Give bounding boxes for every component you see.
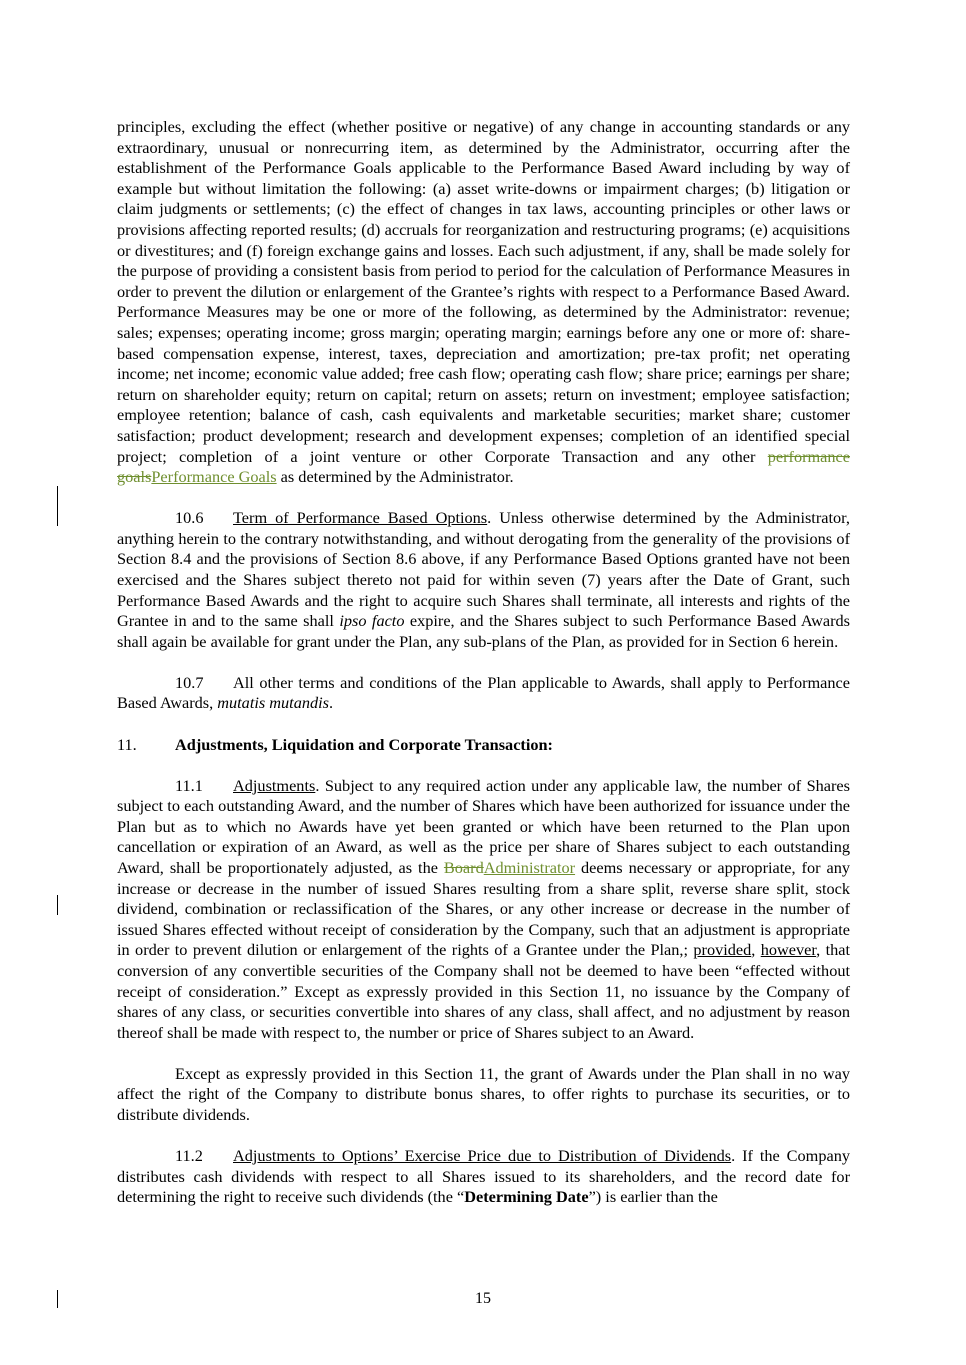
section-title: Adjustments bbox=[233, 775, 316, 795]
comma: , bbox=[751, 940, 761, 960]
section-text: expire, and the Shares subject to such Performance Based Awards shall again be available for grant under the Plan, any sub-plans of the Plan, as provided for in Section 6 herein. bbox=[117, 611, 850, 651]
section-text-end: . bbox=[328, 693, 334, 713]
deleted-text: performance goals bbox=[117, 446, 850, 487]
section-text: . Subject to any required action under any applicable law, the number of Shares subject to each outstanding Award, and the number of Shares which have been authorized for issuance under the Plan but as to which no Awards have yet been granted or which have been returned to the Plan upon cancellation or expiration of an Award, as well as the price per share of Shares subject to each outstanding Award, shall be proportionately adjusted, as the bbox=[117, 775, 850, 877]
provided-term: provided bbox=[693, 940, 752, 960]
change-bar bbox=[57, 895, 58, 915]
paragraph-except: Except as expressly provided in this Section 11, the grant of Awards under the Plan shall in no way affect the right of the Company to distribute bonus shares, to offer rights to purchase its securities, or to distribute dividends. bbox=[117, 1063, 850, 1125]
document-page bbox=[117, 117, 850, 1208]
section-title: Adjustments to Options’ Exercise Price due to Distribution of Dividends bbox=[233, 1146, 732, 1166]
section-10-7 bbox=[117, 673, 850, 714]
section-11-1 bbox=[117, 776, 850, 1044]
section-title: Term of Performance Based Options bbox=[233, 508, 488, 528]
section-number: 11.2 bbox=[175, 1146, 203, 1166]
change-bar bbox=[57, 486, 58, 526]
section-text: All other terms and conditions of the Plan applicable to Awards, shall apply to Performance Based Awards, bbox=[117, 672, 850, 713]
section-text: ”) is earlier than the bbox=[588, 1187, 718, 1207]
deleted-text: Board bbox=[443, 858, 484, 877]
intro-text-after: as determined by the Administrator. bbox=[276, 467, 514, 487]
italic-phrase: ipso facto bbox=[339, 611, 405, 631]
section-number: 10.7 bbox=[175, 672, 204, 692]
section-11-2 bbox=[117, 1146, 850, 1208]
section-number: 11. bbox=[117, 734, 137, 754]
inserted-text: Performance Goals bbox=[151, 467, 277, 487]
intro-paragraph bbox=[117, 117, 850, 488]
section-number: 11.1 bbox=[175, 775, 203, 795]
section-heading: Adjustments, Liquidation and Corporate Transaction: bbox=[175, 734, 553, 754]
section-10-6 bbox=[117, 508, 850, 652]
section-text: deems necessary or appropriate, for any increase or decrease in the number of issued Shares resulting from a share split, reverse share split, stock dividend, combination or reclassification of the Shares, or any other increase or decrease in the number of issued Shares effected without receipt of consideration by the Company, such that an adjustment is appropriate in order to prevent dilution or enlargement of the rights of a Grantee under the Plan,; bbox=[117, 858, 850, 960]
defined-term: Determining Date bbox=[464, 1187, 589, 1207]
section-number: 10.6 bbox=[175, 508, 204, 528]
inserted-text: Administrator bbox=[483, 858, 576, 877]
intro-text-before: principles, excluding the effect (whether positive or negative) of any change in accounting standards or any extraordinary, unusual or nonrecurring item, as determined by the Administrator, occurring after the establishment of the Performance Goals applicable to the Performance Based Award including by way of example but without limitation the following: (a) asset write-downs or impairment charges; (b) litigation or claim judgments or settlements; (c) the effect of changes in tax laws, accounting principles or other laws or provisions affecting reported results; (d) accruals for reorganization and restructuring programs; (e) acquisitions or divestitures; and (f) foreign exchange gains and losses. Each such adjustment, if any, shall be made solely for the purpose of providing a consistent basis from period to period for the calculation of Performance Measures in order to prevent the dilution or enlargement of the Grantee’s rights with respect to a Performance Based Award. Performance Measures may be one or more of the following, as determined by the Administrator: revenue; sales; expenses; operating income; gross margin; operating margin; earnings before any one or more of: share-based compensation expense, interest, taxes, depreciation and amortization; pre-tax profit; net operating income; net income; economic value added; free cash flow; operating cash flow; share price; earnings per share; return on shareholder equity; return on capital; return on assets; return on investment; employee satisfaction; employee retention; balance of cash, cash equivalents and marketable securities; market share; customer satisfaction; product development; research and development expenses; completion of an identified special project; completion of a joint venture or other Corporate Transaction and any other bbox=[117, 117, 850, 466]
section-11-heading bbox=[117, 735, 850, 756]
however-term: however bbox=[760, 940, 817, 960]
page-number: 15 bbox=[475, 1290, 491, 1307]
section-text: , that conversion of any convertible securities of the Company shall not be deemed to have been “effected without receipt of consideration.” Except as expressly provided in this Section 11, no issuance by the Company of shares of any class, or securities convertible into shares of any class, shall affect, and no adjustment by reason thereof shall be made with respect to, the number or price of Shares subject to an Award. bbox=[117, 940, 851, 1042]
section-text: . If the Company distributes cash dividends with respect to all Shares issued to its shareholders, and the record date for determining the right to receive such dividends (the “ bbox=[117, 1146, 850, 1207]
section-text: . Unless otherwise determined by the Administrator, anything herein to the contrary notwithstanding, and without derogating from the generality of the provisions of Section 8.4 and the provisions of Section 8.6 above, if any Performance Based Options granted have not been exercised and the Shares subject thereto not paid for within seven (7) years after the Date of Grant, such Performance Based Awards and the right to acquire such Shares shall terminate, all interests and rights of the Grantee in and to the same shall bbox=[117, 508, 850, 631]
italic-phrase: mutatis mutandis bbox=[217, 693, 329, 713]
